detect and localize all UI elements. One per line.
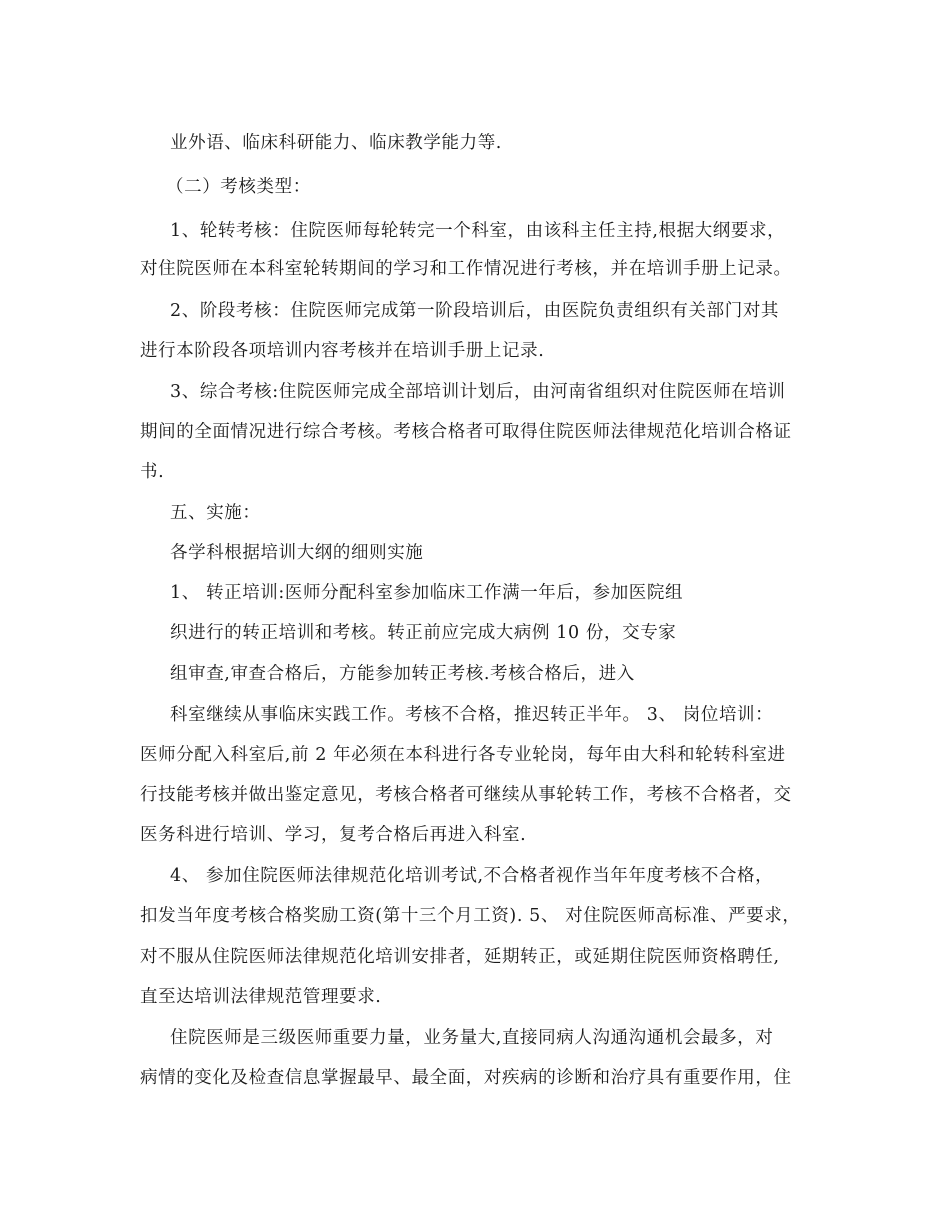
text-line: 医务科进行培训、学习，复考合格后再进入科室. — [140, 825, 527, 845]
text-line: 组审查,审查合格后，方能参加转正考核.考核合格后，进入 — [170, 664, 635, 684]
text-line: 进行本阶段各项培训内容考核并在培训手册上记录. — [140, 341, 545, 361]
text-line: 对住院医师在本科室轮转期间的学习和工作情况进行考核，并在培训手册上记录。 — [140, 259, 792, 279]
text-line: 业外语、临床科研能力、临床教学能力等. — [170, 133, 502, 153]
text-line: 直至达培训法律规范管理要求. — [140, 987, 382, 1007]
text-line: 期间的全面情况进行综合考核。考核合格者可取得住院医师法律规范化培训合格证 — [140, 422, 792, 442]
text-line: 1、 转正培训:医师分配科室参加临床工作满一年后，参加医院组 — [170, 583, 684, 603]
text-line: 住院医师是三级医师重要力量，业务量大,直接同病人沟通沟通机会最多，对 — [170, 1028, 774, 1048]
text-line: 织进行的转正培训和考核。转正前应完成大病例 10 份，交专家 — [170, 623, 677, 643]
text-line: 病情的变化及检查信息掌握最早、最全面，对疾病的诊断和治疗具有重要作用，住 — [140, 1068, 792, 1088]
text-line: 各学科根据培训大纲的细则实施 — [170, 543, 424, 563]
text-line: 对不服从住院医师法律规范化培训安排者，延期转正，或延期住院医师资格聘任, — [140, 947, 780, 967]
text-line: 2、阶段考核：住院医师完成第一阶段培训后，由医院负责组织有关部门对其 — [170, 301, 780, 321]
text-line: 扣发当年度考核合格奖励工资(第十三个月工资). 5、 对住院医师高标准、严要求， — [140, 906, 801, 926]
text-line: 行技能考核并做出鉴定意见，考核合格者可继续从事轮转工作，考核不合格者，交 — [140, 785, 792, 805]
text-line: 科室继续从事临床实践工作。考核不合格，推迟转正半年。 3、 岗位培训： — [170, 705, 774, 725]
text-line: 3、综合考核:住院医师完成全部培训计划后，由河南省组织对住院医师在培训 — [170, 382, 786, 402]
text-line: 1、轮转考核：住院医师每轮转完一个科室，由该科主任主持,根据大纲要求， — [170, 221, 786, 241]
section-heading: （二）考核类型： — [166, 177, 311, 197]
text-line: 4、 参加住院医师法律规范化培训考试,不合格者视作当年年度考核不合格， — [170, 866, 774, 886]
section-heading: 五、实施： — [170, 503, 261, 523]
text-line: 书. — [140, 462, 165, 482]
text-line: 医师分配入科室后,前 2 年必须在本科进行各专业轮岗，每年由大科和轮转科室进 — [140, 745, 786, 765]
